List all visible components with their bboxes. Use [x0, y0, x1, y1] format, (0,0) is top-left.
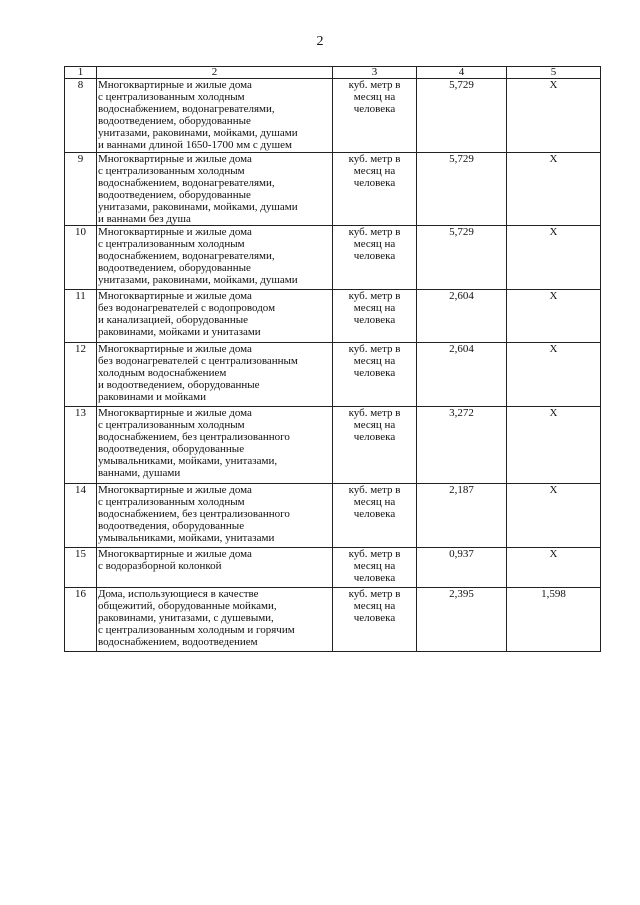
description-line: с централизованным холодным — [98, 165, 245, 177]
description-line: Многоквартирные и жилые дома — [98, 484, 252, 496]
row-description — [97, 343, 333, 407]
description-line: водоснабжением, водонагревателями, — [98, 250, 275, 262]
row-description — [97, 484, 333, 548]
description-line: раковинами и мойками — [98, 391, 207, 403]
description-line: водоснабжением, водонагревателями, — [98, 177, 275, 189]
column-header-2: 2 — [97, 67, 333, 79]
description-line: с централизованным холодным — [98, 91, 245, 103]
row-number: 12 — [65, 343, 97, 407]
description-line: и ваннами длиной 1650-1700 мм с душем — [98, 139, 292, 151]
description-line: водоснабжением, без централизованного — [98, 508, 290, 520]
row-norm-value: 3,272 — [417, 407, 507, 484]
description-line: водоотведением, оборудованные — [98, 262, 251, 274]
row-unit: куб. метр в месяц на человека — [333, 79, 417, 153]
row-norm-value: 2,187 — [417, 484, 507, 548]
row-unit: куб. метр в месяц на человека — [333, 226, 417, 290]
table-row — [65, 79, 601, 153]
row-unit: куб. метр в месяц на человека — [333, 407, 417, 484]
description-line: раковинами, унитазами, с душевыми, — [98, 612, 274, 624]
description-line: водоснабжением, водонагревателями, — [98, 103, 275, 115]
description-line: водоотведением, оборудованные — [98, 189, 251, 201]
table-header-row — [65, 67, 601, 79]
table-row — [65, 548, 601, 588]
row-number: 11 — [65, 290, 97, 343]
row-number: 13 — [65, 407, 97, 484]
description-line: ваннами, душами — [98, 467, 181, 479]
column-header-3: 3 — [333, 67, 417, 79]
row-number: 15 — [65, 548, 97, 588]
description-line: умывальниками, мойками, унитазами, — [98, 455, 278, 467]
row-norm-value: 5,729 — [417, 226, 507, 290]
row-description — [97, 290, 333, 343]
table-row — [65, 588, 601, 652]
row-number: 10 — [65, 226, 97, 290]
description-line: водоотведением, оборудованные — [98, 115, 251, 127]
column-header-5: 5 — [507, 67, 601, 79]
row-unit: куб. метр в месяц на человека — [333, 153, 417, 226]
row-norm-value-2: Х — [507, 484, 601, 548]
description-line: и канализацией, оборудованные — [98, 314, 249, 326]
row-norm-value-2: Х — [507, 79, 601, 153]
row-norm-value-2: Х — [507, 343, 601, 407]
row-norm-value-2: Х — [507, 548, 601, 588]
description-line: Многоквартирные и жилые дома — [98, 290, 252, 302]
consumption-norms-table — [64, 66, 601, 652]
description-line: с централизованным холодным и горячим — [98, 624, 295, 636]
page-number: 2 — [316, 34, 324, 49]
table-row — [65, 484, 601, 548]
table-row — [65, 226, 601, 290]
row-number: 14 — [65, 484, 97, 548]
description-line: водоснабжением, без централизованного — [98, 431, 290, 443]
column-header-4: 4 — [417, 67, 507, 79]
row-description — [97, 79, 333, 153]
description-line: водоотведения, оборудованные — [98, 443, 245, 455]
row-unit: куб. метр в месяц на человека — [333, 484, 417, 548]
description-line: водоснабжением, водоотведением — [98, 636, 258, 648]
row-norm-value: 5,729 — [417, 153, 507, 226]
description-line: с централизованным холодным — [98, 496, 245, 508]
description-line: и ваннами без душа — [98, 213, 191, 225]
row-description — [97, 226, 333, 290]
description-line: с централизованным холодным — [98, 238, 245, 250]
table-row — [65, 153, 601, 226]
row-number: 16 — [65, 588, 97, 652]
row-description — [97, 153, 333, 226]
description-line: Многоквартирные и жилые дома — [98, 79, 252, 91]
row-norm-value: 2,395 — [417, 588, 507, 652]
description-line: водоотведения, оборудованные — [98, 520, 245, 532]
row-norm-value-2: Х — [507, 226, 601, 290]
description-line: унитазами, раковинами, мойками, душами — [98, 274, 298, 286]
description-line: холодным водоснабжением — [98, 367, 227, 379]
row-norm-value-2: 1,598 — [507, 588, 601, 652]
row-norm-value: 2,604 — [417, 343, 507, 407]
description-line: Дома, использующиеся в качестве — [98, 588, 259, 600]
description-line: раковинами, мойками и унитазами — [98, 326, 261, 338]
description-line: без водонагревателей с водопроводом — [98, 302, 276, 314]
description-line: Многоквартирные и жилые дома — [98, 548, 252, 560]
description-line: с водоразборной колонкой — [98, 560, 222, 572]
table-row — [65, 290, 601, 343]
row-unit: куб. метр в месяц на человека — [333, 548, 417, 588]
row-norm-value: 2,604 — [417, 290, 507, 343]
row-description — [97, 588, 333, 652]
description-line: унитазами, раковинами, мойками, душами — [98, 127, 298, 139]
row-description — [97, 407, 333, 484]
row-norm-value: 0,937 — [417, 548, 507, 588]
row-number: 9 — [65, 153, 97, 226]
row-unit: куб. метр в месяц на человека — [333, 343, 417, 407]
row-norm-value-2: Х — [507, 407, 601, 484]
description-line: и водоотведением, оборудованные — [98, 379, 260, 391]
description-line: Многоквартирные и жилые дома — [98, 226, 252, 238]
description-line: Многоквартирные и жилые дома — [98, 343, 252, 355]
row-norm-value: 5,729 — [417, 79, 507, 153]
description-line: без водонагревателей с централизованным — [98, 355, 298, 367]
row-description — [97, 548, 333, 588]
row-number: 8 — [65, 79, 97, 153]
description-line: унитазами, раковинами, мойками, душами — [98, 201, 298, 213]
row-unit: куб. метр в месяц на человека — [333, 588, 417, 652]
row-norm-value-2: Х — [507, 290, 601, 343]
description-line: Многоквартирные и жилые дома — [98, 407, 252, 419]
description-line: с централизованным холодным — [98, 419, 245, 431]
table-row — [65, 343, 601, 407]
description-line: общежитий, оборудованные мойками, — [98, 600, 277, 612]
row-unit: куб. метр в месяц на человека — [333, 290, 417, 343]
row-norm-value-2: Х — [507, 153, 601, 226]
description-line: умывальниками, мойками, унитазами — [98, 532, 275, 544]
column-header-1: 1 — [65, 67, 97, 79]
table-row — [65, 407, 601, 484]
description-line: Многоквартирные и жилые дома — [98, 153, 252, 165]
